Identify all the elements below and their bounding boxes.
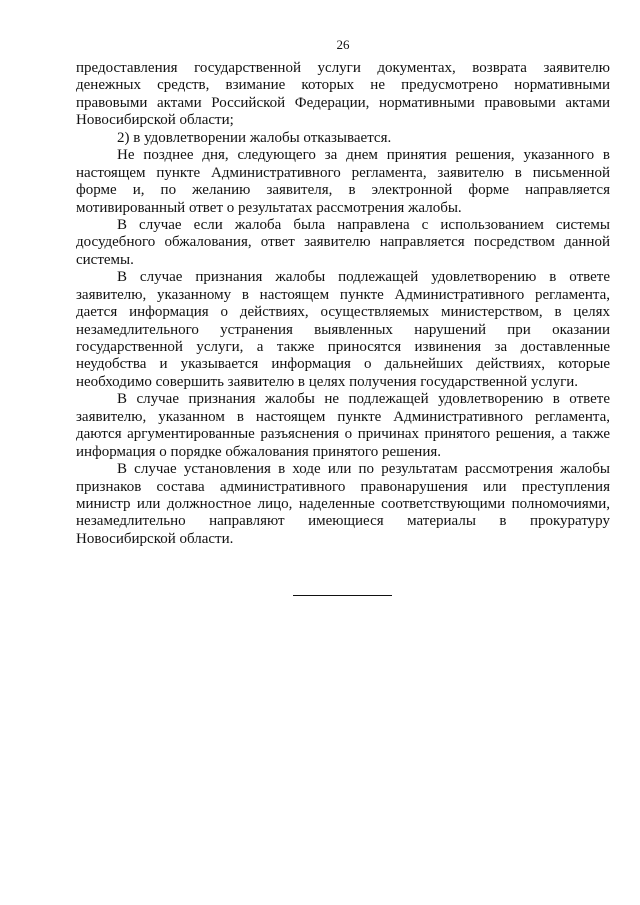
text-line: незамедлительно направляют имеющиеся материалы в прокуратуру [76,513,610,530]
paragraph [76,391,610,461]
text-line: необходимо совершить заявителю в целях получения государственной услуги. [76,373,579,390]
text-line: заявителю, указанному в настоящем пункте Административного регламента, [76,286,610,303]
text-line: заявителю, указанном в настоящем пункте Административного регламента, [76,408,610,425]
text-line: В случае признания жалобы не подлежащей удовлетворению в ответе [117,391,610,408]
paragraph [76,217,610,269]
text-line: В случае если жалоба была направлена с использованием системы [117,216,610,233]
text-line: неудобства и указывается информация о дальнейших действиях, которые [76,356,610,373]
text-line: предоставления государственной услуги документах, возврата заявителю [76,60,610,76]
text-line: дается информация о действиях, осуществляемых министерством, в целях [76,304,610,321]
text-line: государственной услуги, а также приносятся извинения за доставленные [76,339,610,355]
text-line: даются аргументированные разъяснения о причинах принятого решения, а также [76,426,610,443]
text-line: форме и, по желанию заявителя, в электронной форме направляется [76,182,610,199]
text-line: Не позднее дня, следующего за днем принятия решения, указанного в [117,147,610,164]
text-line: досудебного обжалования, ответ заявителю направляется посредством данной [76,234,610,251]
paragraph-continued [76,60,610,130]
paragraph-item-2 [76,130,610,147]
body-text [76,60,610,548]
text-line: правовыми актами Российской Федерации, нормативными правовыми актами [76,94,610,111]
end-of-text-rule [293,595,392,596]
text-line: Новосибирской области. [76,530,234,547]
text-line: мотивированный ответ о результатах рассмотрения жалобы. [76,199,462,216]
text-line: денежных средств, взимание которых не предусмотрено нормативными [76,77,610,94]
page-number: 26 [336,37,350,52]
text-line: признаков состава административного правонарушения или преступления [76,478,610,495]
text-line: незамедлительного устранения выявленных нарушений при оказании [76,321,610,338]
text-line: В случае признания жалобы подлежащей удовлетворению в ответе [117,269,610,286]
text-line: информация о порядке обжалования принятого решения. [76,443,442,460]
text-line: системы. [76,251,134,268]
text-line: 2) в удовлетворении жалобы отказывается. [117,129,392,146]
text-line: Новосибирской области; [76,112,234,129]
text-line: В случае установления в ходе или по результатам рассмотрения жалобы [117,461,610,478]
paragraph [76,461,610,548]
text-line: министр или должностное лицо, наделенные соответствующими полномочиями, [76,495,610,512]
paragraph [76,147,610,217]
text-line: настоящем пункте Административного регламента, заявителю в письменной [76,164,610,181]
paragraph [76,269,610,391]
